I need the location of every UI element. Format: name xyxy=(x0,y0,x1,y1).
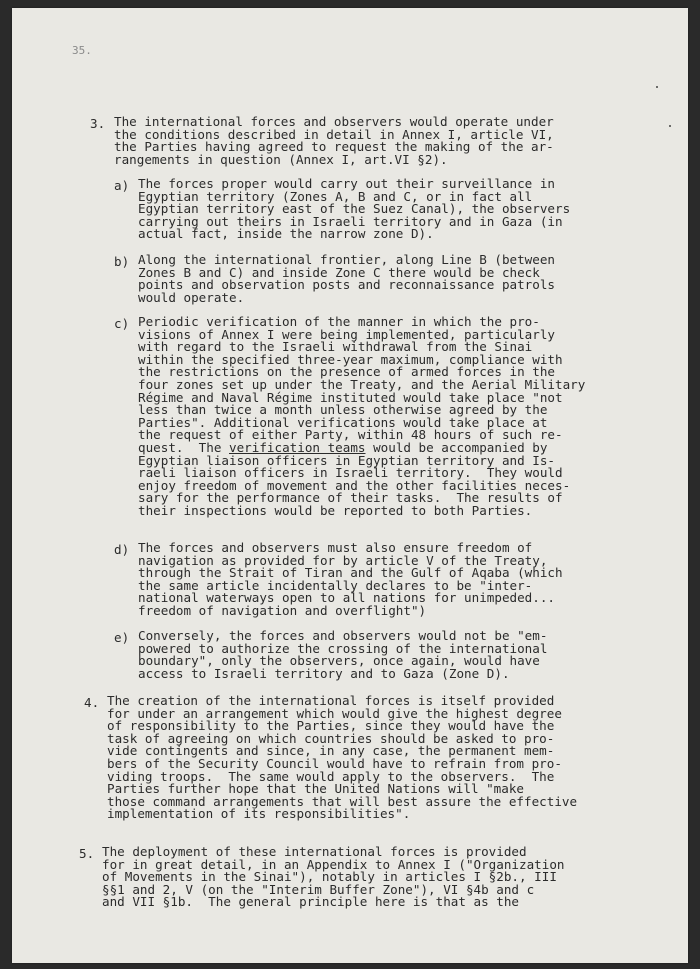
underlined-phrase: verification teams xyxy=(229,439,366,455)
text-line: and VII §1b. The general principle here is that as the xyxy=(102,894,520,910)
text-line: freedom of navigation and overflight") xyxy=(138,602,427,618)
text-line: implementation of its responsibilities". xyxy=(107,806,411,822)
speck-mark xyxy=(656,86,658,88)
text-line: vide contingents and since, in any case, the permanent mem- xyxy=(107,743,555,759)
text-line: Zones B and C) and inside Zone C there would be check xyxy=(138,264,540,280)
text-line: the request of either Party, within 48 hours of such re- xyxy=(138,427,563,443)
text-line: Egyptian territory (Zones A, B and C, or in fact all xyxy=(138,188,533,204)
text-line: points and observation posts and reconnaissance patrols xyxy=(138,277,556,293)
text-line: Egyptian liaison officers in Egyptian territory and Is- xyxy=(138,452,556,468)
item-c xyxy=(138,316,585,518)
text-line: access to Israeli territory and to Gaza (Zone D). xyxy=(138,665,510,681)
text-line: less than twice a month unless otherwise agreed by the xyxy=(138,402,548,418)
text-line: Along the international frontier, along Line B (between xyxy=(138,252,556,267)
text-line: boundary", only the observers, once again, would have xyxy=(138,653,540,669)
text-line: viding troops. The same would apply to the observers. The xyxy=(107,768,555,784)
text-line: those command arrangements that will best assure the effective xyxy=(107,793,578,809)
text-line: with regard to the Israeli withdrawal from the Sinai xyxy=(138,339,533,355)
text-line: rangements in question (Annex I, art.VI §2). xyxy=(114,151,448,167)
paragraph-4-marker: 4. xyxy=(84,695,100,710)
paragraph-3 xyxy=(114,116,554,166)
text-line: The forces proper would carry out their surveillance in xyxy=(138,176,556,191)
text-line: the same article incidentally declares to be "inter- xyxy=(138,577,533,593)
item-e-marker: e) xyxy=(114,630,130,645)
paragraph-3-marker: 3. xyxy=(90,116,106,131)
paragraph-5 xyxy=(102,846,565,909)
item-d xyxy=(138,542,563,618)
text-line: would operate. xyxy=(138,289,245,305)
item-d-marker: d) xyxy=(114,542,130,557)
item-b xyxy=(138,254,555,304)
text-line: Conversely, the forces and observers would not be "em- xyxy=(138,628,548,643)
item-b-marker: b) xyxy=(114,254,130,269)
text-line: task of agreeing on which countries should be asked to pro- xyxy=(107,730,555,746)
speck-mark xyxy=(669,125,671,127)
text-line: for under an arrangement which would give the highest degree xyxy=(107,705,562,721)
text-line: of Movements in the Sinai"), notably in articles I §2b., III xyxy=(102,869,557,885)
text-line: the conditions described in detail in Annex I, article VI, xyxy=(114,126,554,142)
document-page xyxy=(12,8,688,963)
text-line: navigation as provided for by article V of the Treaty, xyxy=(138,552,548,568)
text-line: through the Strait of Tiran and the Gulf of Aqaba (which xyxy=(138,565,563,581)
text-line: enjoy freedom of movement and the other facilities neces- xyxy=(138,477,571,493)
text-line: The creation of the international forces is itself provided xyxy=(107,693,555,708)
text-line: The deployment of these international forces is provided xyxy=(102,844,527,859)
item-a-marker: a) xyxy=(114,178,130,193)
item-a xyxy=(138,178,570,241)
text-fragment: would be accompanied by xyxy=(365,439,548,455)
text-line: of responsibility to the Parties, since they would have the xyxy=(107,718,555,734)
text-line: actual fact, inside the narrow zone D). xyxy=(138,226,434,242)
item-c-marker: c) xyxy=(114,316,130,331)
text-line: for in great detail, in an Appendix to Annex I ("Organization xyxy=(102,856,565,872)
text-line: visions of Annex I were being implemented, particularly xyxy=(138,326,556,342)
text-line: Parties". Additional verifications would take place at xyxy=(138,414,548,430)
paragraph-5-marker: 5. xyxy=(79,846,95,861)
text-line: raeli liaison officers in Israeli territory. They would xyxy=(138,465,563,481)
text-line: sary for the performance of their tasks. The results of xyxy=(138,490,563,506)
text-line: Egyptian territory east of the Suez Canal), the observers xyxy=(138,201,571,217)
text-line: the restrictions on the presence of armed forces in the xyxy=(138,364,556,380)
text-line: the Parties having agreed to request the making of the ar- xyxy=(114,139,554,155)
paragraph-4 xyxy=(107,695,577,821)
text-line: The forces and observers must also ensure freedom of xyxy=(138,540,533,555)
text-line: §§1 and 2, V (on the "Interim Buffer Zone"), VI §4b and c xyxy=(102,881,535,897)
text-line: within the specified three-year maximum, compliance with xyxy=(138,351,563,367)
text-line: Régime and Naval Régime instituted would take place "not xyxy=(138,389,563,405)
page-number: 35. xyxy=(72,44,92,57)
text-line: powered to authorize the crossing of the international xyxy=(138,640,548,656)
text-line: national waterways open to all nations for unimpeded... xyxy=(138,590,556,606)
text-line: Periodic verification of the manner in which the pro- xyxy=(138,314,540,329)
text-line: four zones set up under the Treaty, and the Aerial Military xyxy=(138,376,586,392)
item-e xyxy=(138,630,547,680)
text-line: their inspections would be reported to both Parties. xyxy=(138,502,533,518)
text-line: The international forces and observers would operate under xyxy=(114,114,554,129)
text-fragment: quest. The xyxy=(138,439,229,455)
text-line: Parties further hope that the United Nations will "make xyxy=(107,781,525,797)
text-line: carrying out theirs in Israeli territory and in Gaza (in xyxy=(138,213,563,229)
text-line: bers of the Security Council would have to refrain from pro- xyxy=(107,755,562,771)
